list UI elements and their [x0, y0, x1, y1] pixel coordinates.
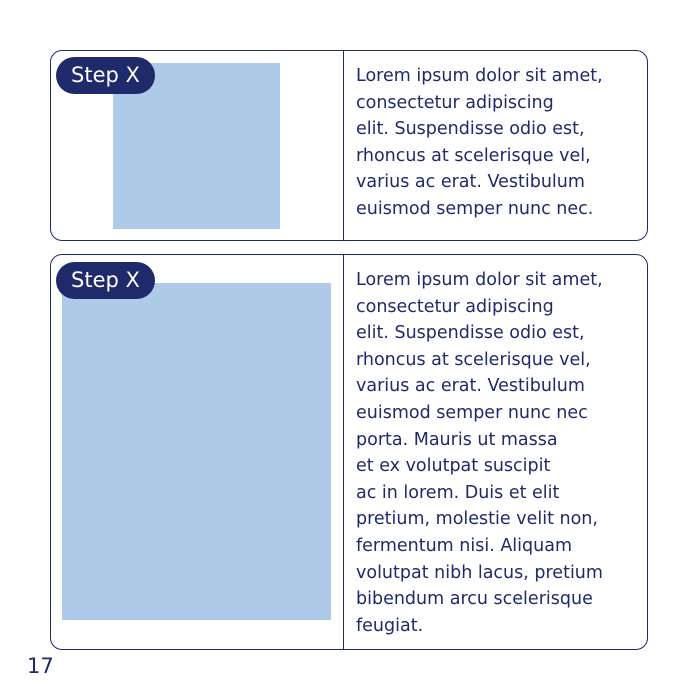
text-line: consectetur adipiscing [356, 296, 554, 317]
column-divider [343, 51, 344, 240]
column-divider [343, 255, 344, 649]
step-card [50, 254, 648, 650]
text-line: bibendum arcu scelerisque [356, 589, 593, 610]
step-card [50, 50, 648, 241]
text-line: elit. Suspendisse odio est, [356, 323, 585, 344]
image-placeholder [62, 283, 331, 620]
text-line: varius ac erat. Vestibulum [356, 172, 585, 193]
step-description [356, 267, 644, 639]
step-description [356, 63, 644, 223]
text-line: volutpat nibh lacus, pretium [356, 562, 603, 583]
text-line: rhoncus at scelerisque vel, [356, 145, 591, 166]
text-line: porta. Mauris ut massa [356, 429, 558, 450]
text-line: Lorem ipsum dolor sit amet, [356, 66, 603, 86]
text-line: varius ac erat. Vestibulum [356, 376, 585, 397]
text-line: fermentum nisi. Aliquam [356, 535, 573, 556]
text-line: euismod semper nunc nec [356, 402, 588, 423]
text-line: euismod semper nunc nec. [356, 198, 594, 219]
text-line: Lorem ipsum dolor sit amet, [356, 270, 603, 290]
text-line: rhoncus at scelerisque vel, [356, 349, 591, 370]
step-badge: Step X [56, 57, 155, 94]
text-line: elit. Suspendisse odio est, [356, 119, 585, 140]
step-badge: Step X [56, 262, 155, 299]
text-line: ac in lorem. Duis et elit [356, 482, 560, 503]
text-line: pretium, molestie velit non, [356, 509, 598, 530]
text-line: consectetur adipiscing [356, 92, 554, 113]
page-number: 17 [27, 654, 54, 678]
text-line: et ex volutpat suscipit [356, 456, 551, 477]
text-line: feugiat. [356, 615, 424, 636]
